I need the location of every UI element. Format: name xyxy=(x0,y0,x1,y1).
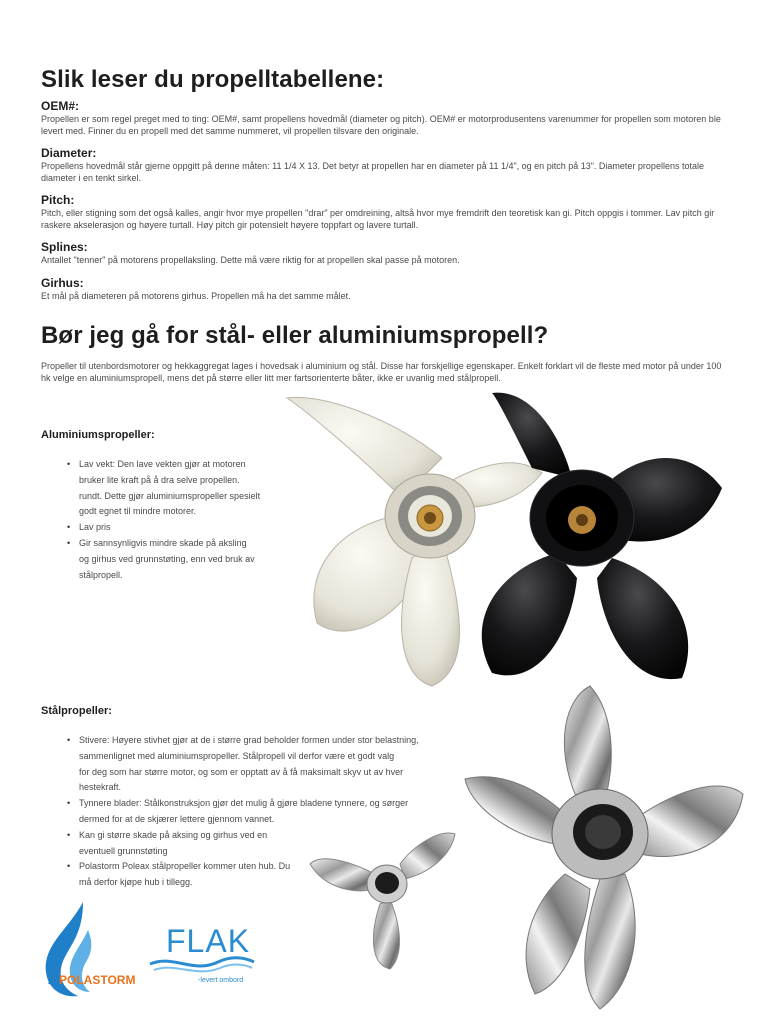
list-item: • Lav vekt: Den lave vekten gjør at motoren bruker lite kraft på å dra selve propellen. rundt. Dette gjør aluminiumspropeller spesielt godt egnet til mindre motorer. xyxy=(66,457,296,520)
aluminium-propellers-image xyxy=(282,388,732,688)
large-steel-propeller xyxy=(465,686,743,1009)
term-text: Pitch, eller stigning som det også kalles, angir hvor mye propellen "drar" per omdreining, altså hvor mye fremdrift den teoretisk kan gi. Pitch oppgis i tommer. Lav pitch gir raskere akselerasjon og høyere turtall. Høy pitch gir potensielt høyere toppfart og lavere turtall. xyxy=(41,208,715,230)
polastorm-logo-p: P xyxy=(48,971,59,988)
list-item: • Kan gi større skade på aksing og girhus ved en eventuell grunnstøting xyxy=(66,828,466,860)
list-item: • Stivere: Høyere stivhet gjør at de i større grad beholder formen under stor belastning, sammenlignet med aluminiumspropeller. Stålpropell vil derfor være et godt valg for deg som har større motor, og som er opptatt av å få maksimalt skyv ut av hver hestekraft. xyxy=(66,733,466,796)
polastorm-logo-text: POLASTORM xyxy=(59,973,136,987)
section-intro: Propeller til utenbordsmotorer og hekkaggregat lages i hovedsak i aluminium og stål. Disse har forskjellige egenskaper. Enkelt forklart vil de fleste med motor på under 100 hk velge en aluminiumspropell, mens det på større eller litt mer fartsorienterte båter, ikke er uvanlig med stålpropell. xyxy=(41,361,722,383)
term-text: Propellens hovedmål står gjerne oppgitt på denne måten: 11 1/4 X 13. Det betyr at propellen har en diameter på 11 1/4", og en pitch på 13". Diameter propellens totale diameter i en tenkt sirkel. xyxy=(41,161,704,183)
term-text: Propellen er som regel preget med to ting: OEM#, samt propellens hovedmål (diameter og pitch). OEM# er motorprodusentens varenummer for propellen som motoren ble levert med. Finner du en propell med det samme nummeret, vil propellen tilsvare den originale. xyxy=(41,114,721,136)
flak-tagline: -levert ombord xyxy=(198,977,244,984)
aluminium-heading: Aluminiumspropeller: xyxy=(41,429,155,441)
polastorm-logo xyxy=(38,900,148,1000)
list-item: • Lav pris xyxy=(66,520,296,536)
black-aluminium-propeller xyxy=(482,393,722,679)
steel-bullets xyxy=(66,733,466,891)
term-heading: Pitch: xyxy=(41,193,75,207)
section-title: Bør jeg gå for stål- eller aluminiumspropell? xyxy=(41,322,549,349)
term-heading: Splines: xyxy=(41,240,88,254)
term-pitch xyxy=(41,193,731,231)
term-text: Antallet "tenner" på motorens propellaksling. Dette må være riktig for at propellen skal passe på motoren. xyxy=(41,255,460,265)
page-title: Slik leser du propelltabellene: xyxy=(41,66,385,93)
term-diameter xyxy=(41,146,731,184)
term-heading: OEM#: xyxy=(41,99,80,113)
list-item: • Gir sannsynligvis mindre skade på aksling og girhus ved grunnstøting, enn ved bruk av stålpropell. xyxy=(66,536,296,583)
list-item: • Polastorm Poleax stålpropeller kommer uten hub. Du må derfor kjøpe hub i tillegg. xyxy=(66,859,466,891)
term-girhus xyxy=(41,276,731,303)
term-heading: Girhus: xyxy=(41,276,84,290)
term-splines xyxy=(41,240,731,267)
term-oem xyxy=(41,99,731,137)
flak-logo xyxy=(148,918,258,990)
steel-heading: Stålpropeller: xyxy=(41,705,112,717)
list-item: • Tynnere blader: Stålkonstruksjon gjør det mulig å gjøre bladene tynnere, og sørger dermed for at de skjærer lettere gjennom vannet. xyxy=(66,796,466,828)
term-text: Et mål på diameteren på motorens girhus. Propellen må ha det samme målet. xyxy=(41,291,351,301)
term-heading: Diameter: xyxy=(41,146,97,160)
aluminium-bullets xyxy=(66,457,296,583)
flak-logo-text: FLAK xyxy=(166,923,251,959)
